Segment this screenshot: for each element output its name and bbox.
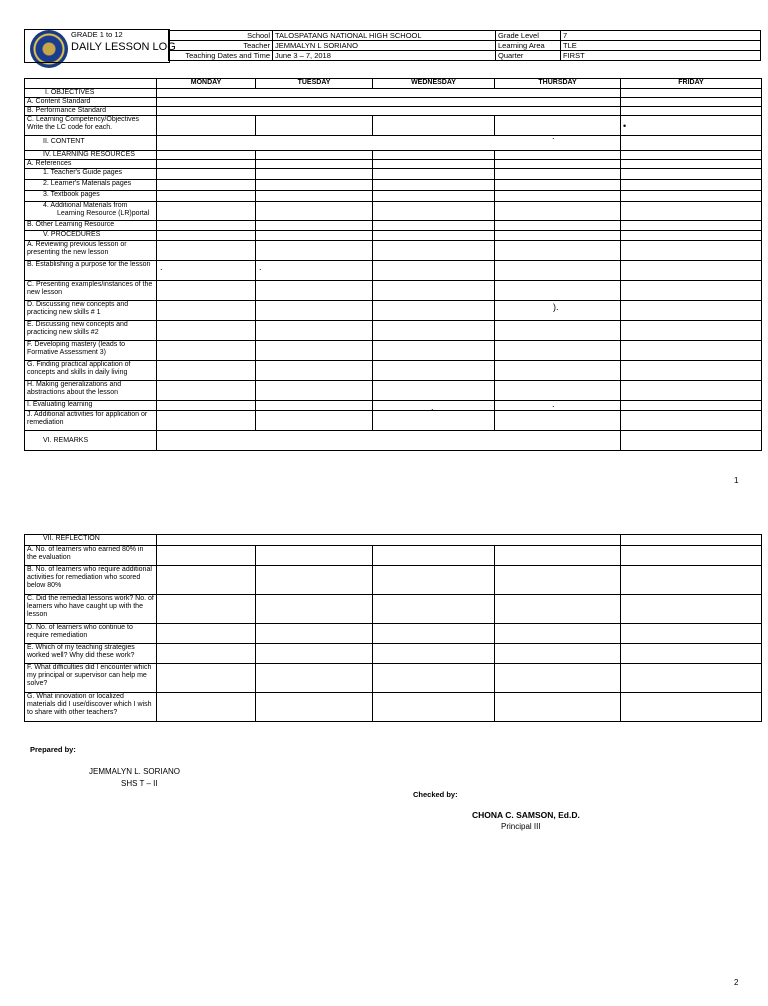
- day-monday: MONDAY: [157, 79, 256, 89]
- day-friday: FRIDAY: [621, 79, 762, 89]
- quarter-label: Quarter: [496, 51, 561, 61]
- dot-mark: .: [552, 399, 555, 409]
- preparer-name: JEMMALYN L. SORIANO: [89, 767, 180, 776]
- proc-b-label: B. Establishing a purpose for the lesson: [25, 261, 157, 281]
- quarter-value: FIRST: [561, 51, 761, 61]
- grade-level-label: Grade Level: [496, 31, 561, 41]
- content-standard-label: A. Content Standard: [25, 98, 157, 107]
- learning-area-label: Learning Area: [496, 41, 561, 51]
- school-label: School: [169, 31, 273, 41]
- day-wednesday: WEDNESDAY: [373, 79, 495, 89]
- grade-range: GRADE 1 to 12: [71, 30, 123, 39]
- proc-h-label: H. Making generalizations and abstractions about the lesson: [25, 381, 157, 401]
- dot-mark: .: [176, 403, 179, 413]
- preparer-position: SHS T – II: [121, 779, 158, 788]
- header-info-table: [168, 30, 761, 61]
- reflection-g: G. What innovation or localized materials did I use/discover which I wish to share with other teachers?: [25, 693, 157, 722]
- learning-area-value: TLE: [561, 41, 761, 51]
- reflection-d: D. No. of learners who continue to require remediation: [25, 624, 157, 644]
- checker-position: Principal III: [501, 822, 541, 831]
- proc-f-label: F. Developing mastery (leads to Formative Assessment 3): [25, 341, 157, 361]
- additional-materials-text: 4. Additional Materials from: [43, 202, 128, 209]
- proc-d-label: D. Discussing new concepts and practicing new skills # 1: [25, 301, 157, 321]
- lm-pages-label: 2. Learner's Materials pages: [25, 180, 157, 191]
- tg-pages-label: 1. Teacher's Guide pages: [25, 169, 157, 180]
- bullet-mark: •: [623, 121, 627, 131]
- teacher-label: Teacher: [169, 41, 273, 51]
- grade-level-value: 7: [561, 31, 761, 41]
- proc-g-label: G. Finding practical application of concepts and skills in daily living: [25, 361, 157, 381]
- learning-resources-heading: IV. LEARNING RESOURCES: [25, 151, 157, 160]
- dot-mark: .: [552, 131, 555, 141]
- remarks-heading: VI. REMARKS: [25, 431, 157, 451]
- reflection-e: E. Which of my teaching strategies worked well? Why did these work?: [25, 644, 157, 664]
- teaching-dates-label: Teaching Dates and Time: [169, 51, 273, 61]
- procedures-heading: V. PROCEDURES: [25, 231, 157, 241]
- reflection-c: C. Did the remedial lessons work? No. of learners who have caught up with the lesson: [25, 595, 157, 624]
- competency-note: Write the LC code for each.: [27, 124, 113, 131]
- content-heading: II. CONTENT: [25, 136, 157, 151]
- other-resource-label: B. Other Learning Resource: [25, 221, 157, 231]
- competency-label: [25, 116, 157, 136]
- bracket-mark: ).: [553, 302, 559, 312]
- day-thursday: THURSDAY: [495, 79, 621, 89]
- proc-a-label: A. Reviewing previous lesson or presenting the new lesson: [25, 241, 157, 261]
- reflection-f: F. What difficulties did I encounter which my principal or supervisor can help me solve?: [25, 664, 157, 693]
- lesson-log-table: [24, 78, 762, 451]
- dot-mark: .: [160, 262, 163, 272]
- page-number-1: 1: [734, 476, 739, 485]
- checker-name: CHONA C. SAMSON, Ed.D.: [472, 810, 580, 820]
- competency-text: C. Learning Competency/Objectives: [27, 116, 140, 123]
- teacher-value: JEMMALYN L SORIANO: [273, 41, 496, 51]
- objectives-heading: I. OBJECTIVES: [25, 89, 157, 98]
- school-value: TALOSPATANG NATIONAL HIGH SCHOOL: [273, 31, 496, 41]
- reflection-table: [24, 534, 762, 722]
- proc-j-label: J. Additional activities for application or remediation: [25, 411, 157, 431]
- prepared-by-label: Prepared by:: [30, 745, 76, 754]
- reflection-a: A. No. of learners who earned 80% in the evaluation: [25, 546, 157, 566]
- page-number-2: 2: [734, 978, 739, 987]
- day-tuesday: TUESDAY: [256, 79, 373, 89]
- references-label: A. References: [25, 160, 157, 169]
- proc-i-label: I. Evaluating learning: [25, 401, 157, 411]
- corner-cell: [25, 79, 157, 89]
- reflection-heading: VII. REFLECTION: [25, 535, 157, 546]
- lr-portal-text: Learning Resource (LR)portal: [57, 210, 150, 217]
- additional-materials-label: [25, 202, 157, 221]
- performance-standard-label: B. Performance Standard: [25, 107, 157, 116]
- reflection-b: B. No. of learners who require additional activities for remediation who scored below 80%: [25, 566, 157, 595]
- dot-mark: .: [431, 402, 434, 412]
- teaching-dates-value: June 3 – 7, 2018: [273, 51, 496, 61]
- textbook-pages-label: 3. Textbook pages: [25, 191, 157, 202]
- proc-e-label: E. Discussing new concepts and practicing new skills #2: [25, 321, 157, 341]
- dot-mark: .: [259, 262, 262, 272]
- page-title: DAILY LESSON LOG: [71, 41, 176, 53]
- checked-by-label: Checked by:: [413, 790, 458, 799]
- proc-c-label: C. Presenting examples/instances of the new lesson: [25, 281, 157, 301]
